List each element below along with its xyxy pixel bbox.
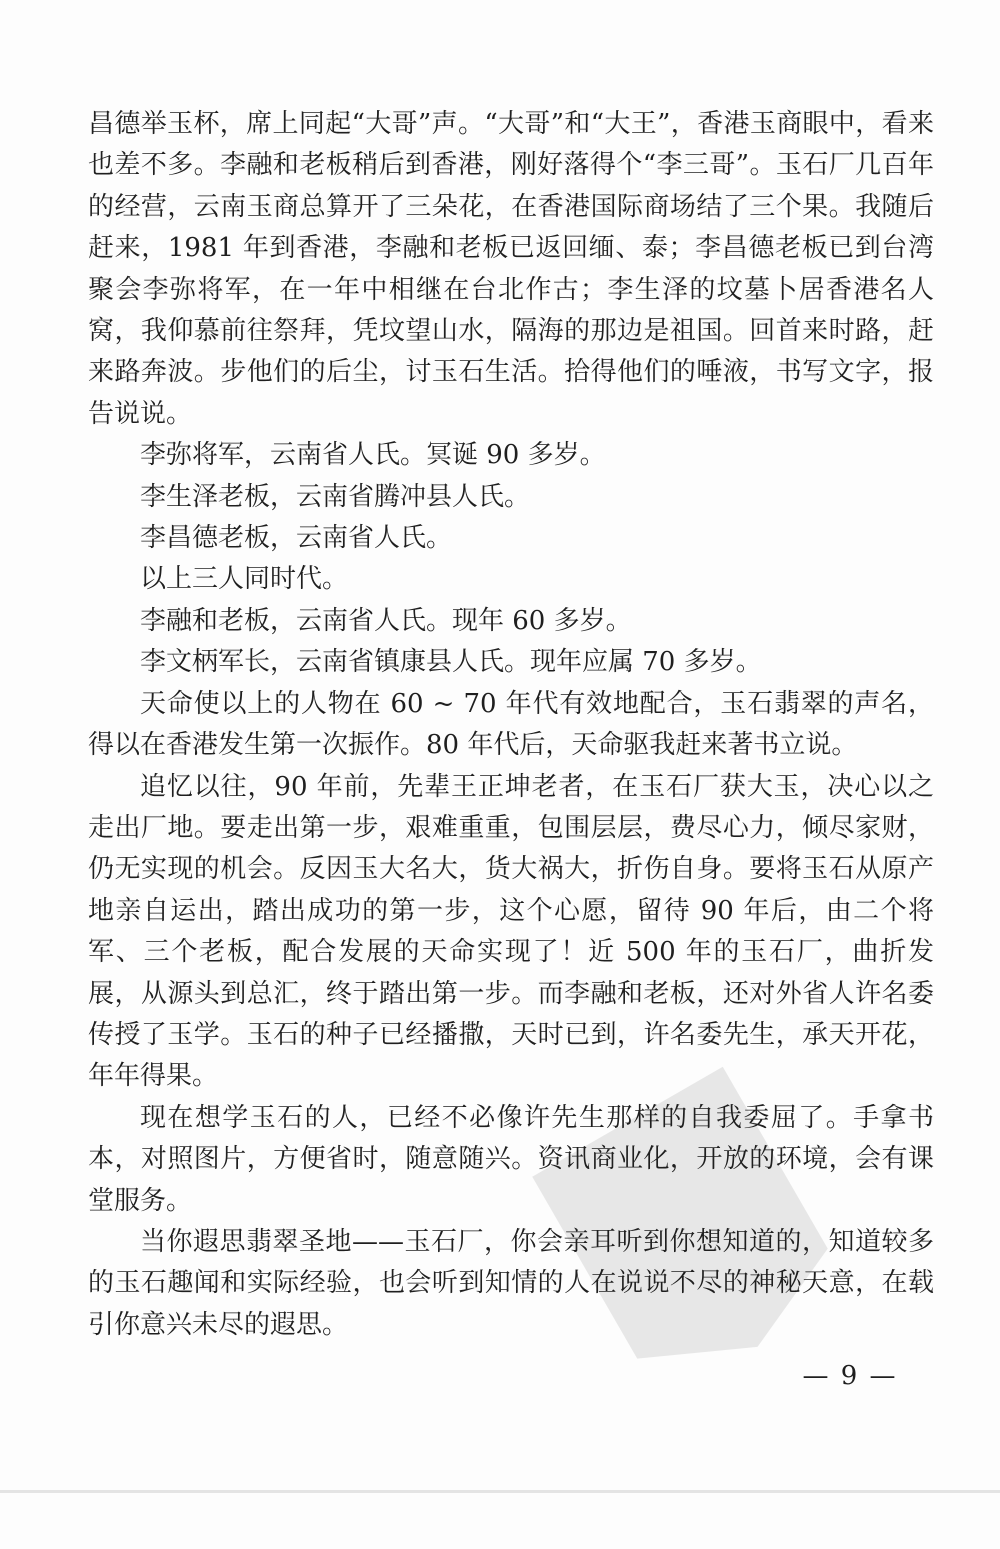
page-number: — 9 — [802,1361,898,1391]
paragraph-4: 李昌德老板，云南省人氏。 [140,523,453,554]
body-text [88,104,934,1346]
paragraph-8: 天命使以上的人物在 60 ~ 70 年代有效地配合，玉石翡翠的声名，得以在香港发生第一次振作。80 年代后，天命驱我赶来著书立说。 [88,688,934,761]
paragraph-6: 李融和老板，云南省人氏。现年 60 多岁。 [140,605,632,636]
paragraph-5: 以上三人同时代。 [140,564,349,595]
paragraph-2: 李弥将军，云南省人氏。冥诞 90 多岁。 [140,440,606,471]
paragraph-1: 昌德举玉杯，席上同起“大哥”声。“大哥”和“大王”，香港玉商眼中，看来也差不多。李融和老板稍后到香港，刚好落得个“李三哥”。玉石厂几百年的经营，云南玉商总算开了三朵花，在香港国际商场结了三个果。我随后赶来，1981 年到香港，李融和老板已返回缅、泰；李昌德老板已到台湾聚会李弥将军，在一年中相继在台北作古；李生泽的坟墓卜居香港名人窝，我仰慕前往祭拜，凭坟望山水，隔海的那边是祖国。回首来时路，赶来路奔波。步他们的后尘，讨玉石生活。拾得他们的唾液，书写文字，报告说说。 [88,109,934,429]
paragraph-10: 现在想学玉石的人，已经不必像许先生那样的自我委屈了。手拿书本，对照图片，方便省时，随意随兴。资讯商业化，开放的环境，会有课堂服务。 [88,1102,934,1216]
paragraph-11: 当你遐思翡翠圣地——玉石厂，你会亲耳听到你想知道的，知道较多的玉石趣闻和实际经验，也会听到知情的人在说说不尽的神秘天意，在载引你意兴未尽的遐思。 [88,1226,934,1340]
paragraph-7: 李文柄军长，云南省镇康县人氏。现年应属 70 多岁。 [140,647,762,678]
paragraph-9: 追忆以往，90 年前，先辈王正坤老者，在玉石厂获大玉，决心以之走出厂地。要走出第一步，艰难重重，包围层层，费尽心力，倾尽家财，仍无实现的机会。反因玉大名大，货大祸大，折伤自身。要将玉石从原产地亲自运出，踏出成功的第一步，这个心愿，留待 90 年后，由二个将军、三个老板，配合发展的天命实现了！近 500 年的玉石厂，曲折发展，从源头到总汇，终于踏出第一步。而李融和老板，还对外省人许名委传授了玉学。玉石的种子已经播撒，天时已到，许名委先生，承天开花，年年得果。 [88,771,934,1092]
page-edge-divider [0,1490,1000,1493]
paragraph-3: 李生泽老板，云南省腾冲县人氏。 [140,481,531,512]
